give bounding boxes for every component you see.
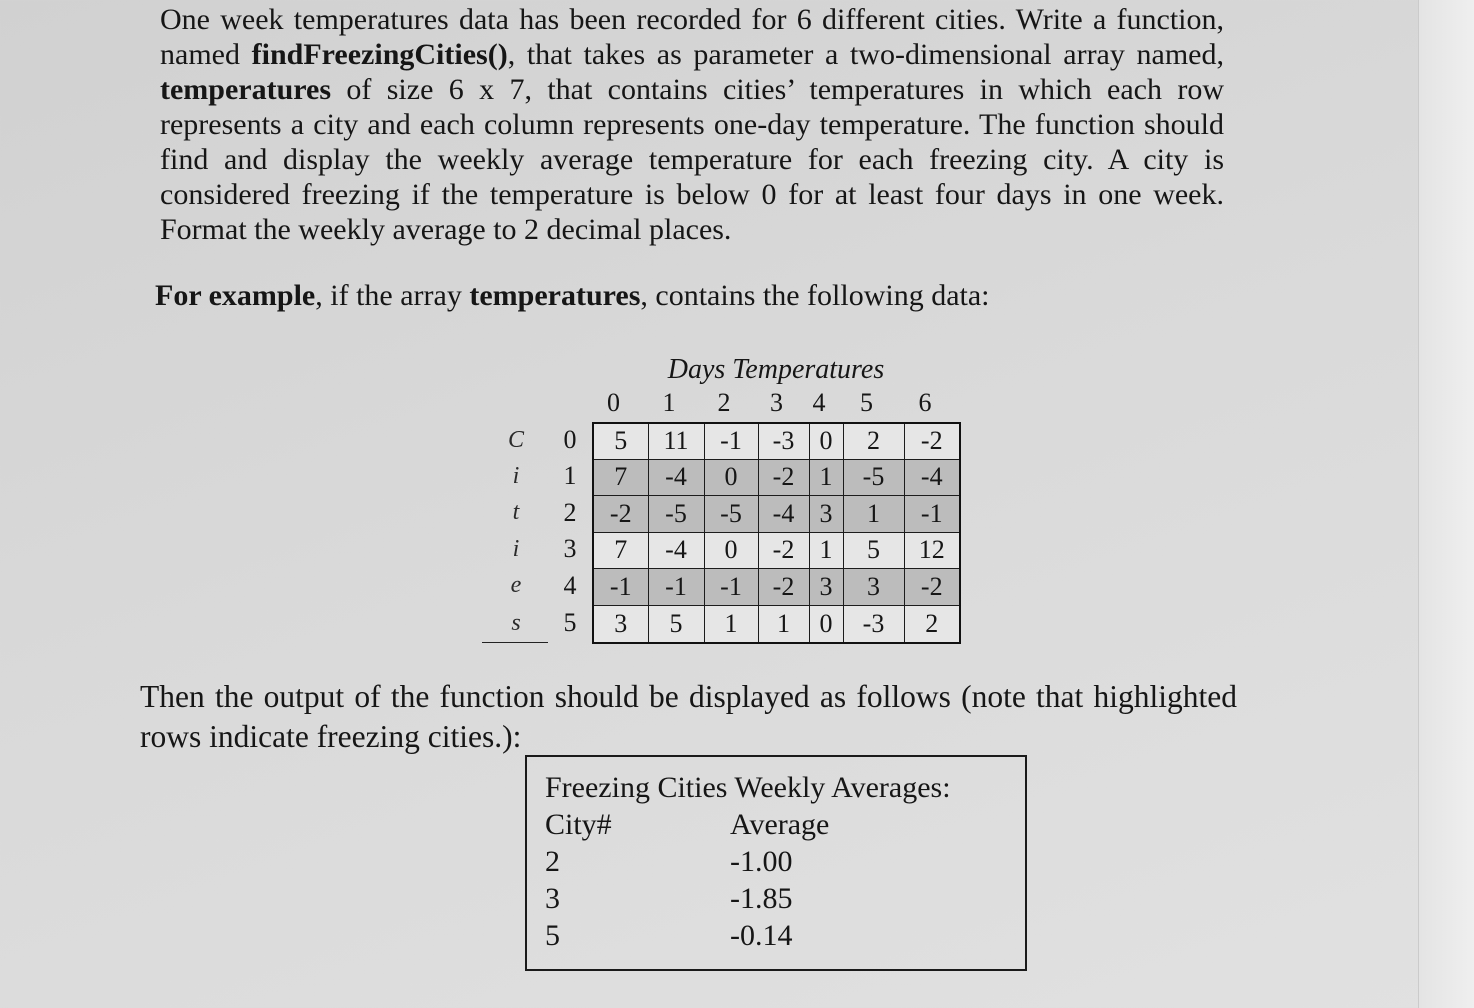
day-header: 0	[607, 388, 620, 417]
city-index: 5	[563, 608, 577, 637]
day-header: 3	[770, 388, 783, 417]
temperature-cell: 1	[843, 495, 904, 532]
output-city: 2	[545, 845, 560, 878]
day-header: 1	[662, 388, 676, 417]
temperature-cell: -4	[904, 459, 960, 495]
temperature-cell: 5	[648, 605, 704, 643]
array-name: temperatures	[469, 279, 641, 312]
problem-line	[160, 107, 1224, 142]
temperature-cell: -2	[904, 423, 960, 459]
problem-line	[160, 72, 1224, 107]
temperature-table-body	[593, 423, 960, 643]
temperature-cell: -2	[593, 495, 648, 532]
table-row-highlighted	[593, 568, 960, 605]
temperature-cell: -1	[704, 568, 758, 605]
temperature-cell: -1	[648, 568, 704, 605]
problem-line	[160, 142, 1224, 177]
temperature-cell: 0	[704, 459, 758, 495]
side-label-letter: t	[512, 499, 520, 525]
output-note-text: rows indicate freezing cities.):	[140, 719, 522, 754]
city-index: 4	[563, 570, 577, 600]
side-label-letter: C	[507, 426, 524, 453]
city-index: 0	[563, 425, 577, 454]
temperature-cell: -2	[758, 459, 809, 495]
cities-side-label	[500, 422, 532, 642]
output-column-headers	[545, 806, 1025, 843]
side-label-letter: i	[512, 462, 520, 489]
temperature-cell: 1	[758, 605, 809, 643]
city-index: 3	[563, 534, 577, 563]
temperature-cell: 2	[843, 423, 904, 459]
output-city: 3	[545, 882, 560, 915]
output-rows	[545, 843, 1025, 954]
temperature-cell: 3	[843, 568, 904, 605]
temperature-cell: 0	[704, 532, 758, 568]
temperature-cell: 1	[809, 459, 843, 495]
output-average: -0.14	[730, 919, 793, 952]
side-label-letter: s	[511, 609, 521, 636]
temperature-cell: -2	[758, 568, 809, 605]
temperature-cell: 1	[704, 605, 758, 643]
problem-text: considered freezing if the temperature is below 0 for at least four days in one week.	[160, 178, 1224, 211]
temperature-cell: 2	[904, 605, 960, 643]
problem-text: One week temperatures data has been recorded for 6 different cities. Write a function,	[160, 3, 1224, 36]
table-row	[593, 423, 960, 459]
temperature-cell: -1	[593, 568, 648, 605]
problem-text: named	[160, 38, 252, 71]
city-index: 1	[563, 461, 577, 490]
output-note-text: Then the output of the function should be displayed as follows (note that highlighted	[140, 679, 1237, 714]
output-col-city: City#	[545, 808, 612, 841]
temperature-cell: 7	[593, 532, 648, 568]
temperature-cell: -4	[648, 532, 704, 568]
temperature-cell: -4	[648, 459, 704, 495]
output-col-average: Average	[730, 808, 830, 841]
temperature-cell: 1	[809, 532, 843, 568]
temperature-table	[592, 422, 961, 644]
temperature-cell: -3	[843, 605, 904, 643]
day-headers	[586, 386, 953, 420]
problem-line	[160, 177, 1224, 212]
temperature-cell: -2	[758, 532, 809, 568]
temperature-cell: -1	[904, 495, 960, 532]
temperature-cell: 5	[843, 532, 904, 568]
table-row	[593, 605, 960, 643]
day-header: 5	[860, 388, 873, 417]
temperature-cell: 0	[809, 605, 843, 643]
output-note	[140, 677, 1237, 757]
temperature-cell: -1	[704, 423, 758, 459]
problem-line	[160, 37, 1224, 72]
day-header: 2	[717, 388, 731, 417]
function-name: findFreezingCities()	[251, 38, 508, 71]
output-heading: Freezing Cities Weekly Averages:	[545, 771, 951, 804]
output-row	[545, 843, 1025, 880]
temperature-cell: 7	[593, 459, 648, 495]
temperature-cell: 3	[809, 568, 843, 605]
output-row	[545, 917, 1025, 954]
example-text: , if the array	[315, 279, 470, 312]
problem-line	[160, 212, 1224, 247]
temperature-cell: -3	[758, 423, 809, 459]
temperature-cell: -5	[704, 495, 758, 532]
temperature-cell: 3	[809, 495, 843, 532]
output-note-line	[140, 677, 1237, 717]
temperature-cell: -5	[648, 495, 704, 532]
day-header: 6	[918, 388, 932, 417]
city-index: 2	[563, 497, 577, 527]
table-row-highlighted	[593, 459, 960, 495]
problem-line	[160, 2, 1224, 37]
output-average: -1.00	[730, 845, 793, 878]
array-name: temperatures	[160, 73, 332, 106]
output-box	[525, 755, 1027, 971]
screen-edge	[1418, 0, 1474, 1008]
temperature-cell: 12	[904, 532, 960, 568]
side-label-letter: e	[510, 572, 522, 598]
table-title: Days Temperatures	[667, 354, 885, 385]
problem-text: , that takes as parameter a two-dimensional array named,	[507, 38, 1224, 71]
city-indices	[556, 422, 584, 642]
example-lead: For example	[155, 279, 316, 312]
table-row	[593, 532, 960, 568]
temperature-cell: -4	[758, 495, 809, 532]
temperature-cell: 0	[809, 423, 843, 459]
example-text: , contains the following data:	[640, 279, 990, 312]
output-average: -1.85	[730, 882, 793, 915]
problem-statement	[160, 2, 1224, 247]
problem-text: Format the weekly average to 2 decimal places.	[160, 213, 732, 246]
problem-text: represents a city and each column represents one-day temperature. The function should	[160, 108, 1224, 141]
problem-text: find and display the weekly average temperature for each freezing city. A city is	[160, 143, 1224, 176]
temperature-cell: 11	[648, 423, 704, 459]
day-header: 4	[812, 388, 826, 417]
table-row-highlighted	[593, 495, 960, 532]
output-city: 5	[545, 919, 560, 952]
temperature-cell: 5	[593, 423, 648, 459]
problem-text: of size 6 x 7, that contains cities’ temperatures in which each row	[331, 73, 1224, 106]
output-row	[545, 880, 1025, 917]
side-label-underline	[482, 642, 548, 643]
temperature-cell: -2	[904, 568, 960, 605]
temperature-cell: 3	[593, 605, 648, 643]
temperature-cell: -5	[843, 459, 904, 495]
side-label-letter: i	[512, 535, 520, 562]
output-note-line	[140, 717, 1237, 757]
example-sentence	[155, 278, 990, 314]
